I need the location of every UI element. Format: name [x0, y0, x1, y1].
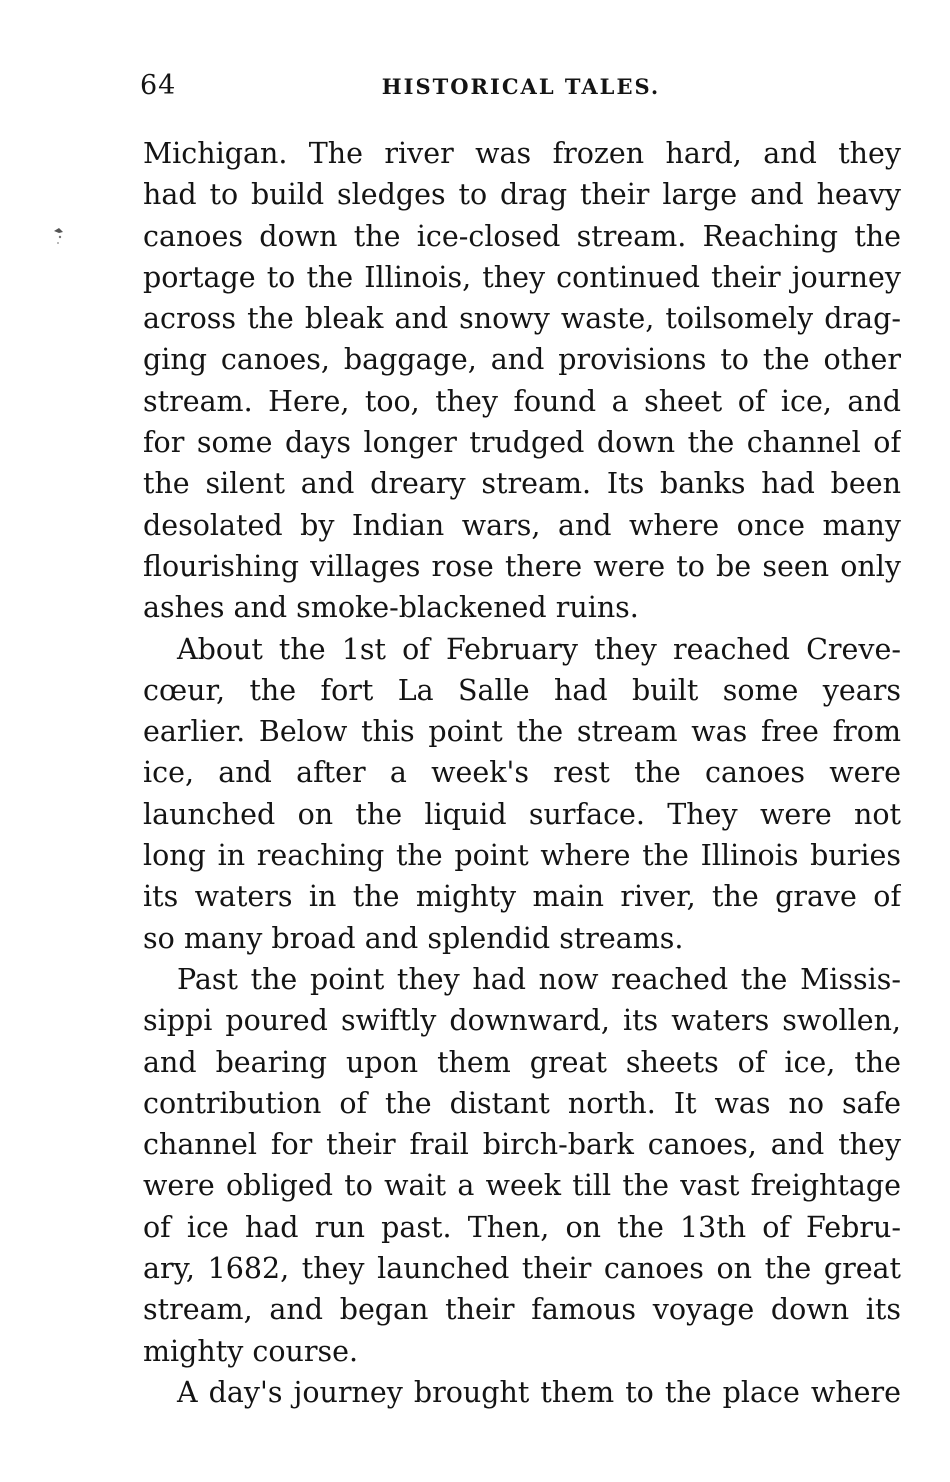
- paragraph: [143, 959, 901, 1372]
- text-line: portage to the Illinois, they continued their journey: [143, 260, 901, 294]
- text-line: across the bleak and snowy waste, toilsomely drag-: [143, 302, 901, 336]
- text-line: launched on the liquid surface. They were not: [143, 797, 901, 831]
- text-line: ary, 1682, they launched their canoes on the great: [143, 1252, 901, 1286]
- text-line: its waters in the mighty main river, the grave of: [143, 880, 901, 914]
- text-line: A day's journey brought them to the place where: [177, 1375, 901, 1409]
- text-line: canoes down the ice-closed stream. Reaching the: [143, 219, 901, 253]
- text-line: mighty course.: [143, 1334, 359, 1368]
- text-line: channel for their frail birch-bark canoes, and they: [143, 1128, 901, 1162]
- paragraph: [143, 1372, 901, 1413]
- text-line: Michigan. The river was frozen hard, and they: [143, 137, 901, 170]
- text-line: ashes and smoke-blackened ruins.: [143, 591, 639, 625]
- ink-speck-mark: [50, 225, 68, 247]
- text-line: earlier. Below this point the stream was free from: [143, 715, 901, 749]
- running-head: [140, 70, 902, 110]
- text-line: contribution of the distant north. It was no safe: [143, 1086, 901, 1120]
- text-line: had to build sledges to drag their large and heavy: [143, 178, 901, 212]
- text-line: were obliged to wait a week till the vast freightage: [143, 1169, 901, 1203]
- text-line: of ice had run past. Then, on the 13th of Febru-: [143, 1210, 901, 1244]
- text-line: stream. Here, too, they found a sheet of ice, and: [143, 384, 901, 418]
- text-line: the silent and dreary stream. Its banks had been: [143, 467, 901, 501]
- text-line: stream, and began their famous voyage down its: [143, 1293, 901, 1327]
- text-line: long in reaching the point where the Illinois buries: [143, 839, 901, 873]
- text-line: desolated by Indian wars, and where once many: [143, 508, 901, 542]
- text-line: so many broad and splendid streams.: [143, 921, 684, 955]
- text-line: ging canoes, baggage, and provisions to the other: [143, 343, 901, 377]
- body-text: [143, 133, 901, 1413]
- text-line: flourishing villages rose there were to be seen only: [143, 549, 901, 583]
- page-number: 64: [140, 70, 177, 101]
- text-line: cœur, the fort La Salle had built some years: [143, 673, 901, 707]
- text-line: and bearing upon them great sheets of ice, the: [143, 1045, 901, 1079]
- text-line: Past the point they had now reached the Missis-: [177, 962, 901, 996]
- running-title: HISTORICAL TALES.: [381, 74, 661, 99]
- paragraph: [143, 133, 901, 629]
- text-line: sippi poured swiftly downward, its waters swollen,: [143, 1004, 901, 1038]
- text-line: for some days longer trudged down the channel of: [143, 426, 901, 460]
- text-line: ice, and after a week's rest the canoes were: [143, 756, 901, 790]
- paragraph: [143, 629, 901, 959]
- text-line: About the 1st of February they reached Creve-: [177, 632, 901, 666]
